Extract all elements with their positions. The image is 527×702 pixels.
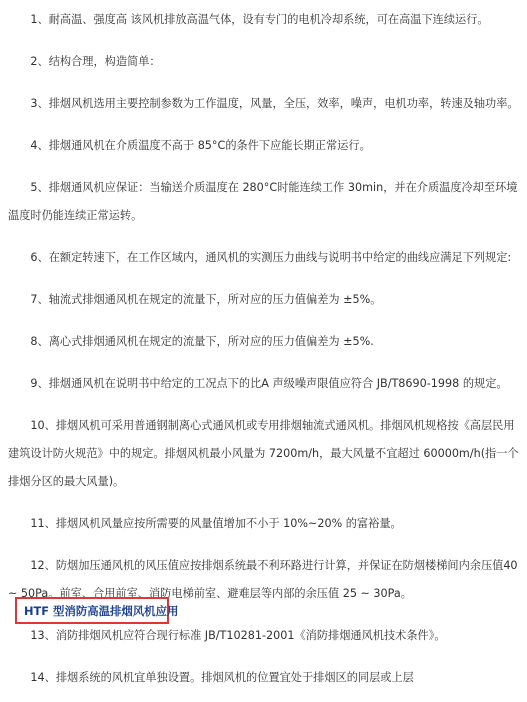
section-heading bbox=[15, 597, 179, 624]
paragraph-1: 1、耐高温、强度高 该风机排放高温气体，设有专门的电机冷却系统，可在高温下连续运行。 bbox=[30, 13, 489, 26]
paragraph-5: 5、排烟通风机应保证：当输送介质温度在 280°C时能连续工作 30min，并在介质温度冷却至环境温度时仍能连续正常运转。 bbox=[8, 181, 518, 222]
paragraph-9: 9、排烟通风机在说明书中给定的工况点下的比A 声级噪声限值应符合 JB/T8690-1998 的规定。 bbox=[30, 377, 508, 390]
paragraph-13: 13、消防排烟风机应符合现行标准 JB/T10281-2001《消防排烟通风机技术条件》。 bbox=[30, 629, 446, 642]
paragraph-4: 4、排烟通风机在介质温度不高于 85°C的条件下应能长期正常运行。 bbox=[30, 139, 371, 152]
paragraph-12: 12、防烟加压通风机的风压值应按排烟系统最不利环路进行计算，并保证在防烟楼梯间内余压值40 ~ 50Pa。前室、合用前室、消防电梯前室、避难层等内部的余压值 25 ~ 30Pa。 bbox=[8, 559, 518, 600]
paragraph-8: 8、离心式排烟通风机在规定的流量下，所对应的压力值偏差为 ±5%. bbox=[30, 335, 374, 348]
paragraph-11: 11、排烟风机风量应按所需要的风量值增加不小于 10%~20% 的富裕量。 bbox=[30, 517, 402, 530]
section-heading-text: HTF 型消防高温排烟风机应用 bbox=[24, 603, 179, 618]
paragraph-6: 6、在额定转速下，在工作区域内，通风机的实测压力曲线与说明书中给定的曲线应满足下列规定: bbox=[30, 251, 512, 264]
paragraph-3: 3、排烟风机选用主要控制参数为工作温度，风量，全压，效率，噪声，电机功率，转速及轴功率。 bbox=[30, 97, 519, 110]
paragraph-14: 14、排烟系统的风机宜单独设置。排烟风机的位置宜处于排烟区的同层或上层 bbox=[30, 671, 414, 684]
paragraph-2: 2、结构合理，构造简单： bbox=[30, 55, 161, 68]
paragraph-10: 10、排烟风机可采用普通钢制离心式通风机或专用排烟轴流式通风机。排烟风机规格按《高层民用建筑设计防火规范》中的规定。排烟风机最小风量为 7200m/h，最大风量不宜超过 60000m/h(指一个排烟分区的最大风量)。 bbox=[8, 419, 519, 488]
paragraph-7: 7、轴流式排烟通风机在规定的流量下，所对应的压力值偏差为 ±5%。 bbox=[30, 293, 382, 306]
